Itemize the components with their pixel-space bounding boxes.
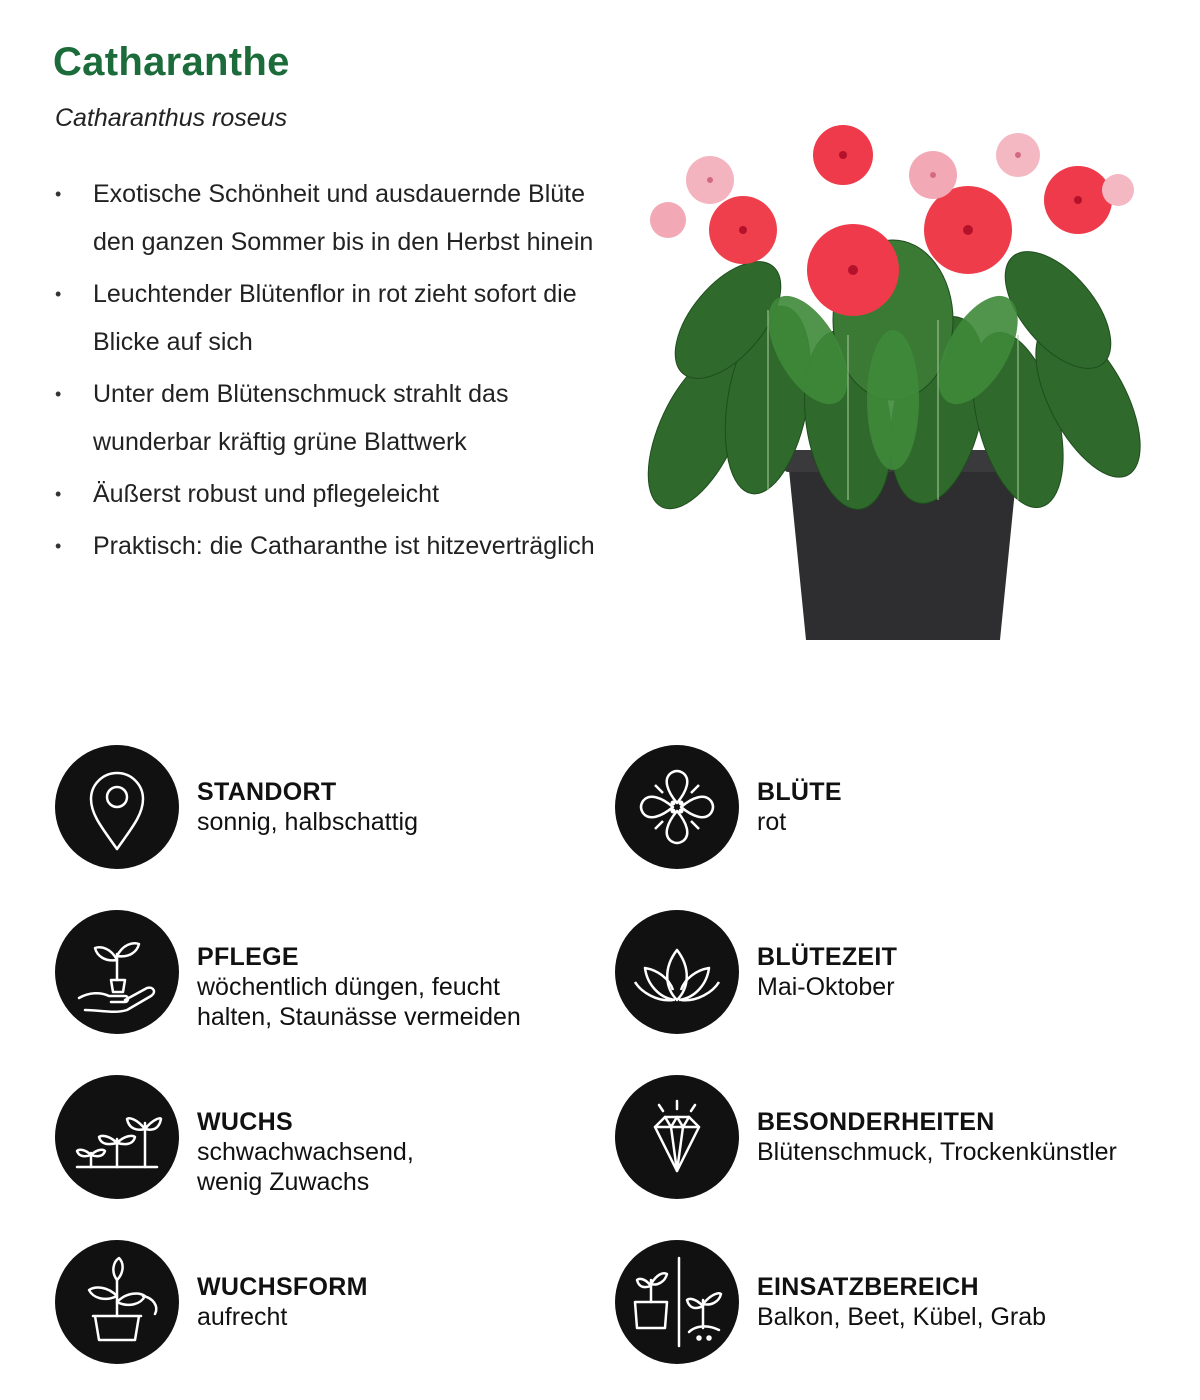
flower-icon bbox=[615, 745, 739, 869]
attribute-label: STANDORT bbox=[197, 778, 337, 806]
attribute-value: rot bbox=[757, 808, 787, 836]
attribute-bluete bbox=[615, 745, 1175, 870]
attribute-label: BLÜTE bbox=[757, 778, 842, 806]
attribute-wuchsform bbox=[55, 1240, 615, 1365]
attribute-label: EINSATZBEREICH bbox=[757, 1273, 979, 1301]
attribute-label: WUCHS bbox=[197, 1108, 293, 1136]
attribute-value: schwachwachsend, wenig Zuwachs bbox=[197, 1138, 414, 1196]
attribute-label: BESONDERHEITEN bbox=[757, 1108, 995, 1136]
feature-item: • Leuchtender Blütenflor in rot zieht sofort die Blicke auf sich bbox=[55, 270, 615, 366]
feature-item: • Praktisch: die Catharanthe ist hitzeverträglich bbox=[55, 522, 615, 570]
attribute-einsatzbereich bbox=[615, 1240, 1175, 1365]
attribute-value: Mai-Oktober bbox=[757, 973, 895, 1001]
attribute-besonderheiten bbox=[615, 1075, 1175, 1200]
attribute-value: sonnig, halbschattig bbox=[197, 808, 418, 836]
attribute-label: BLÜTEZEIT bbox=[757, 943, 898, 971]
attribute-pflege bbox=[55, 910, 615, 1035]
pot-and-ground-icon bbox=[615, 1240, 739, 1364]
plant-image bbox=[638, 100, 1158, 660]
lotus-icon bbox=[615, 910, 739, 1034]
diamond-icon bbox=[615, 1075, 739, 1199]
location-pin-icon bbox=[55, 745, 179, 869]
growing-seedlings-icon bbox=[55, 1075, 179, 1199]
attribute-wuchs bbox=[55, 1075, 615, 1200]
attribute-value: Blütenschmuck, Trockenkünstler bbox=[757, 1138, 1117, 1166]
hand-seedling-icon bbox=[55, 910, 179, 1034]
attribute-value: Balkon, Beet, Kübel, Grab bbox=[757, 1303, 1047, 1331]
feature-item: • Unter dem Blütenschmuck strahlt das wunderbar kräftig grüne Blattwerk bbox=[55, 370, 615, 466]
feature-list bbox=[55, 170, 615, 574]
attribute-label: PFLEGE bbox=[197, 943, 299, 971]
product-title: Catharanthe bbox=[53, 40, 290, 84]
attribute-value: wöchentlich düngen, feucht halten, Staunässe vermeiden bbox=[197, 973, 521, 1031]
attribute-label: WUCHSFORM bbox=[197, 1273, 368, 1301]
feature-item: • Äußerst robust und pflegeleicht bbox=[55, 470, 615, 518]
potted-plant-icon bbox=[55, 1240, 179, 1364]
feature-item: • Exotische Schönheit und ausdauernde Blüte den ganzen Sommer bis in den Herbst hinein bbox=[55, 170, 615, 266]
attribute-value: aufrecht bbox=[197, 1303, 288, 1331]
attribute-bluetezeit bbox=[615, 910, 1175, 1035]
attribute-standort bbox=[55, 745, 615, 870]
latin-name: Catharanthus roseus bbox=[55, 104, 288, 132]
